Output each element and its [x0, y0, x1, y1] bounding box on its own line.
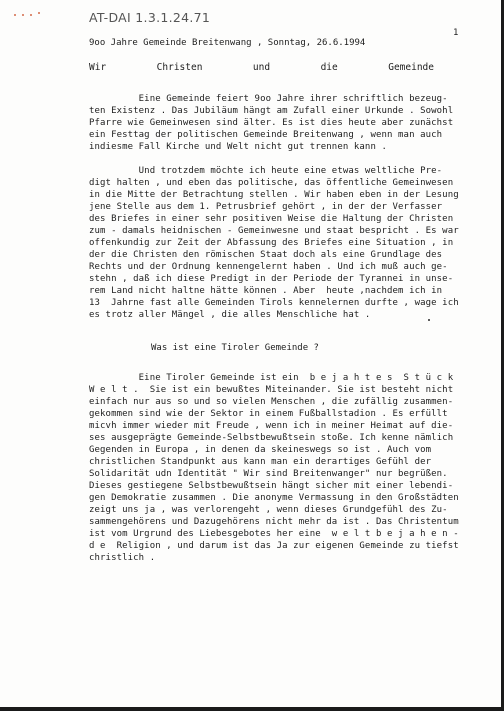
title-word: Gemeinde	[388, 62, 434, 73]
text-line: jene Stelle aus dem 1. Petrusbrief gehört , in der der Verfasser	[89, 202, 443, 212]
text-line: digt halten , und eben das politische, das öffentliche Gemeinwesen	[89, 178, 454, 188]
text-line: rem Land nicht haltne hätte können . Aber heute ,nachdem ich in	[89, 286, 443, 296]
text-line: Eine Tiroler Gemeinde ist ein b e j a h t e s S t ü c k	[89, 373, 454, 383]
archive-stamp: AT-DAI 1.3.1.24.71	[89, 10, 211, 25]
text-line: es trotz aller Mängel , die alles Menschliche hat .	[89, 310, 371, 320]
text-line: Dieses gestiegene Selbstbewußtsein hängt sicher mit einer lebendi-	[89, 481, 454, 491]
page-number: 1	[453, 28, 459, 38]
document-header: 9oo Jahre Gemeinde Breitenwang , Sonntag, 26.6.1994	[89, 38, 366, 48]
text-line: Solidarität udn Identität " Wir sind Breitenwanger" nur begrüßen.	[89, 469, 448, 479]
text-line: ten Existenz . Das Jubiläum hängt am Zufall einer Urkunde . Sowohl	[89, 106, 454, 116]
text-line: gekommen sind wie der Sektor in einem Fußballstadion . Es erfüllt	[89, 409, 448, 419]
document-title	[89, 62, 434, 73]
title-word: die	[320, 62, 338, 73]
title-word: Wir	[89, 62, 107, 73]
title-word: und	[252, 62, 271, 73]
text-line: stehn , daß ich diese Predigt in der Periode der Tyrannei in unse-	[89, 274, 454, 284]
text-line: einfach nur aus so und so vielen Menschen , die zufällig zusammen-	[89, 397, 454, 407]
text-line: indiesme Fall Kirche und Welt nicht gut trennen kann .	[89, 142, 387, 152]
text-line: christlichen Standpunkt aus kann man ein derartiges Gefühl der	[89, 457, 432, 467]
text-line: ist vom Urgrund des Liebesgebotes her eine w e l t b e j a h e n -	[89, 529, 459, 539]
text-line: sammengehörens und Dazugehörens nicht mehr da ist . Das Christentum	[89, 517, 459, 527]
text-line: W e l t . Sie ist ein bewußtes Miteinander. Sie ist besteht nicht	[89, 385, 454, 395]
text-line: Rechts und der Ordnung kennengelernt haben . Und ich muß auch ge-	[89, 262, 448, 272]
text-line: der die Christen den römischen Staat doch als eine Grundlage des	[89, 250, 443, 260]
text-line: 13 Jahrne fast alle Gemeinden Tirols kennelernen durfte , wage ich	[89, 298, 459, 308]
section-heading: Was ist eine Tiroler Gemeinde ?	[151, 343, 319, 353]
text-line: Pfarre wie Gemeinwesen sind älter. Es ist dies heute aber zunächst	[89, 118, 454, 128]
text-line: zeigt uns ja , was verlorengeht , wenn dieses Grundgefühl des Zu-	[89, 505, 448, 515]
text-line: micvh immer wieder mit Freude , wenn ich in meiner Heimat auf die-	[89, 421, 454, 431]
text-line: christlich .	[89, 553, 156, 563]
text-line: ses ausgeprägte Gemeinde-Selbstbewußtsein stoße. Ich kenne nämlich	[89, 433, 454, 443]
text-line: offenkundig zur Zeit der Abfassung des Briefes eine Situation , in	[89, 238, 454, 248]
text-line: in die Mitte der Betrachtung stellen . Wir haben eben in der Lesung	[89, 190, 459, 200]
text-line: Und trotzdem möchte ich heute eine etwas weltliche Pre-	[89, 166, 443, 176]
corner-ink-marks	[14, 12, 48, 22]
stray-dot	[428, 319, 430, 321]
text-line: Gegenden in Europa , in denen da skeineswegs so ist . Auch vom	[89, 445, 432, 455]
text-line: des Briefes in einer sehr positiven Weise die Haltung der Christen	[89, 214, 454, 224]
text-line: ein Festtag der politischen Gemeinde Breitenwang , wenn man auch	[89, 130, 443, 140]
scan-bottom-edge	[0, 707, 501, 711]
text-line: gen Demokratie zusammen . Die anonyme Vermassung in den Großstädten	[89, 493, 459, 503]
text-line: Eine Gemeinde feiert 9oo Jahre ihrer schriftlich bezeug-	[89, 94, 448, 104]
title-word: Christen	[156, 62, 203, 73]
text-line: zum - damals heidnischen - Gemeinwesne und staat bespricht . Es war	[89, 226, 459, 236]
text-line: d e Religion , und darum ist das Ja zur eigenen Gemeinde zu tiefst	[89, 541, 459, 551]
